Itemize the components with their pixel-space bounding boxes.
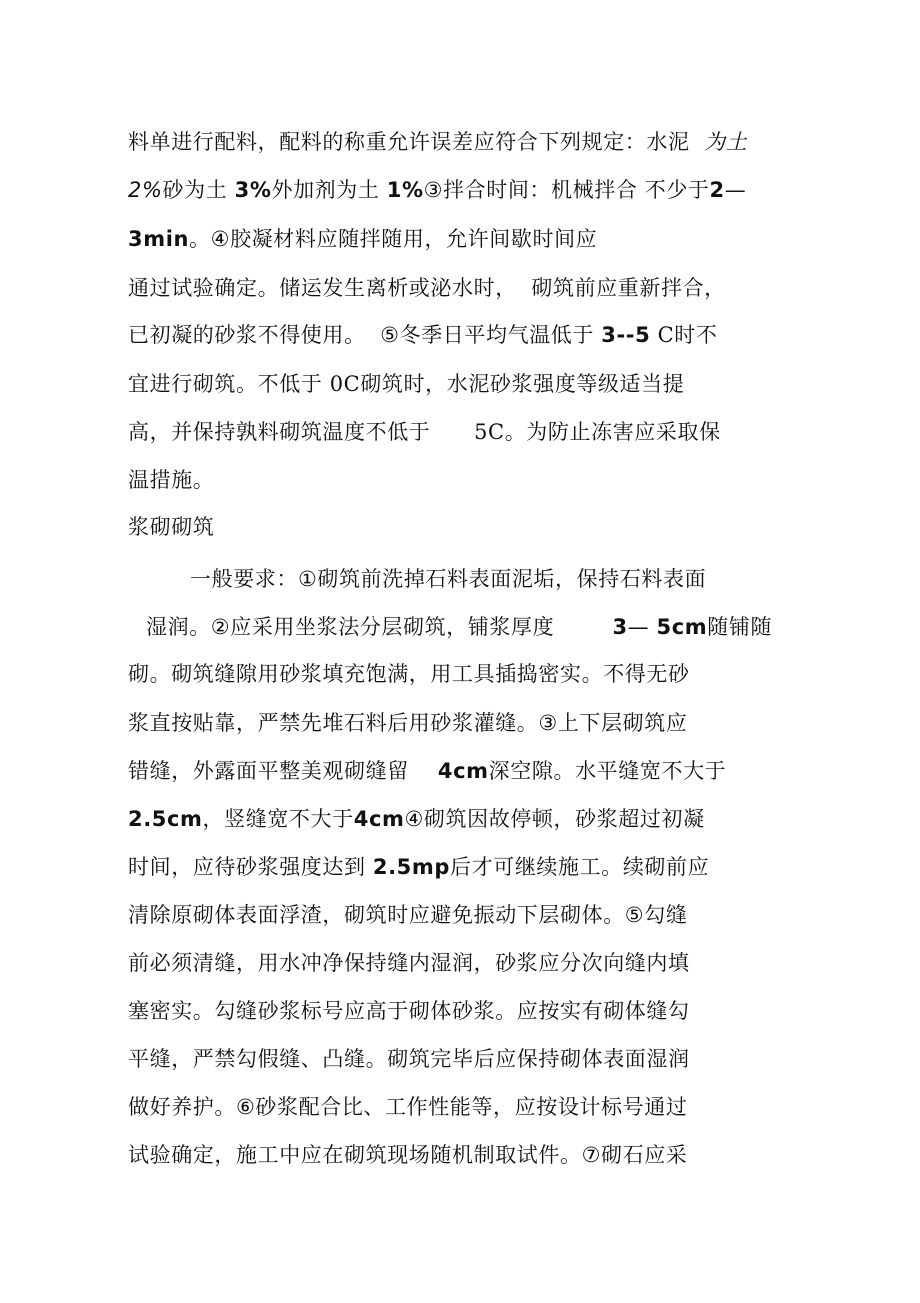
text-run: 高，并保持孰料砌筑温度不低于 <box>128 420 431 444</box>
text-run: 砌。砌筑缝隙用砂浆填充饱满，用工具插捣密实。不得无砂 <box>128 662 690 686</box>
text-line <box>128 949 690 977</box>
text-run: 温措施。 <box>128 468 215 492</box>
text-line <box>128 997 690 1025</box>
text-run: 后才可继续施工。续砌前应 <box>450 855 710 879</box>
text-run: 砂为土 <box>162 178 228 202</box>
text-run: ，竖缝宽不大于 <box>202 807 354 831</box>
text-run: 不少于 <box>644 178 710 202</box>
text-run: 清除原砌体表面浮渣，砌筑时应避免振动下层砌体。⑤勾缝 <box>128 903 688 927</box>
text-run: 4cm <box>437 759 489 783</box>
text-run: 通过试验确定。储运发生离析或泌水时， <box>128 276 517 300</box>
text-run: 砌筑前应重新拌合， <box>531 276 726 300</box>
text-run: 湿润。②应采用坐浆法分层砌筑，铺浆厚度 <box>146 615 555 639</box>
text-line <box>128 418 721 446</box>
text-line <box>128 274 726 302</box>
text-run: 0C <box>329 372 361 396</box>
text-run: 深空隙。水平缝宽不大于 <box>488 759 727 783</box>
text-run: 1% <box>386 178 424 202</box>
text-line <box>128 466 214 494</box>
text-line <box>128 1045 690 1073</box>
text-run: 5cm <box>656 615 708 639</box>
text-run: ⑤冬季日平均气温低于 <box>380 323 594 347</box>
text-line <box>128 757 726 785</box>
text-run: 平缝，严禁勾假缝、凸缝。砌筑完毕后应保持砌体表面湿润 <box>128 1047 690 1071</box>
text-run: 2% <box>128 178 163 202</box>
text-run: 4cm <box>353 807 405 831</box>
text-run: 3--5 <box>601 323 651 347</box>
text-line <box>128 805 705 833</box>
text-line <box>128 370 684 398</box>
text-run: 3% <box>234 178 272 202</box>
text-run: 错缝，外露面平整美观砌缝留 <box>128 759 409 783</box>
text-line <box>128 853 709 881</box>
text-line <box>128 1093 687 1121</box>
text-run: 一般要求：①砌筑前洗掉石料表面泥垢，保持石料表面 <box>190 567 707 591</box>
text-line <box>128 709 687 737</box>
text-run: 3 <box>612 615 628 639</box>
text-run: 砌筑时，水泥砂浆强度等级适当提 <box>360 372 685 396</box>
text-line <box>128 660 690 688</box>
text-run: 浆砌砌筑 <box>128 515 215 539</box>
text-line <box>128 128 747 156</box>
text-run: C <box>657 323 675 347</box>
text-run: 3min <box>128 227 190 251</box>
text-run: 2.5cm <box>128 807 203 831</box>
text-run: 料单进行配料，配料的称重允许误差应符合下列规定：水泥 <box>128 130 690 154</box>
text-run: 做好养护。⑥砂浆配合比、工作性能等，应按设计标号通过 <box>128 1095 688 1119</box>
text-run: — <box>724 178 747 202</box>
text-line <box>190 565 706 593</box>
text-line <box>128 176 746 204</box>
text-run: 浆直按贴靠，严禁先堆石料后用砂浆灌缝。③上下层砌筑应 <box>128 711 688 735</box>
text-run: 为土 <box>704 130 748 154</box>
text-run: 时不 <box>674 323 718 347</box>
text-run: 已初凝的砂浆不得使用。 <box>128 323 366 347</box>
text-run: 。为防止冻害应采取保 <box>504 420 721 444</box>
text-run: 随铺随 <box>707 615 773 639</box>
text-run: 外加剂为土 <box>271 178 380 202</box>
text-run: 2.5mp <box>372 855 451 879</box>
text-line <box>146 613 772 641</box>
text-line <box>128 901 687 929</box>
text-run: 5C <box>474 420 505 444</box>
text-run: 塞密实。勾缝砂浆标号应高于砌体砂浆。应按实有砌体缝勾 <box>128 999 690 1023</box>
text-run: 2 <box>709 178 725 202</box>
text-run: 。④胶凝材料应随拌随用，允许间歇时间应 <box>189 227 598 251</box>
text-run: 前必须清缝，用水冲净保持缝内湿润，砂浆应分次向缝内填 <box>128 951 690 975</box>
text-run: ④砌筑因故停顿，砂浆超过初凝 <box>404 807 705 831</box>
text-run: 时间，应待砂浆强度达到 <box>128 855 366 879</box>
text-run: 宜进行砌筑。不低于 <box>128 372 323 396</box>
section-heading <box>128 513 214 541</box>
text-run: — <box>627 615 650 639</box>
text-line <box>128 1141 687 1169</box>
text-run: ③拌合时间：机械拌合 <box>423 178 638 202</box>
text-line <box>128 225 597 253</box>
text-line <box>128 321 718 349</box>
text-run: 试验确定，施工中应在砌筑现场随机制取试件。⑦砌石应采 <box>128 1143 688 1167</box>
